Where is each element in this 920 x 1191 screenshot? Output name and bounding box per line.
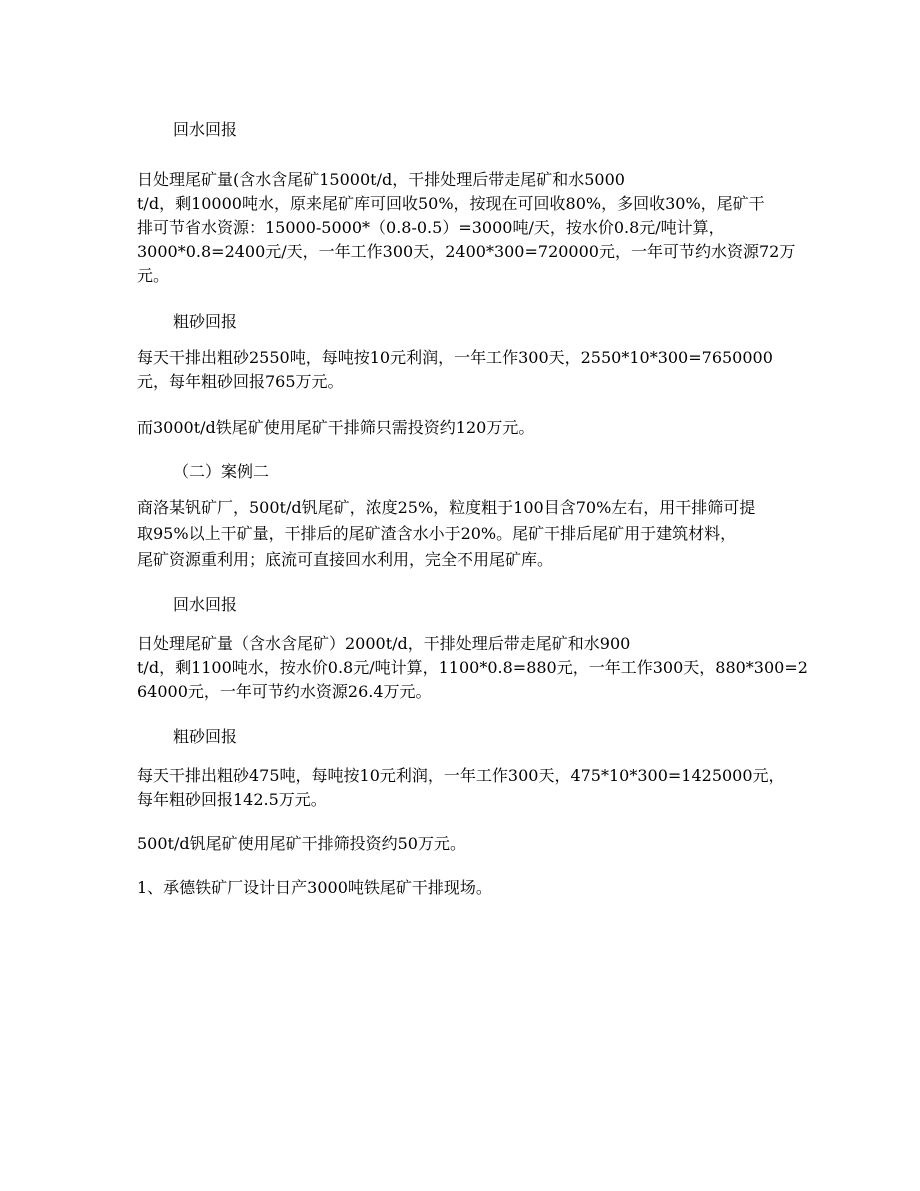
paragraph-line: 尾矿资源重利用；底流可直接回水利用，完全不用尾矿库。 <box>137 550 554 569</box>
paragraph-line: 元。 <box>137 266 170 285</box>
paragraph-line: 而3000t/d铁尾矿使用尾矿干排筛只需投资约120万元。 <box>137 418 535 437</box>
paragraph-line: t/d，剩1100吨水，按水价0.8元/吨计算，1100*0.8=880元，一年工作300天，880*300=2 <box>137 658 808 677</box>
paragraph-line: 日处理尾矿量（含水含尾矿）2000t/d，干排处理后带走尾矿和水900 <box>137 634 631 653</box>
paragraph-line: 500t/d钒尾矿使用尾矿干排筛投资约50万元。 <box>137 834 466 853</box>
paragraph-line: 排可节省水资源：15000-5000*（0.8-0.5）=3000吨/天，按水价0.8元/吨计算， <box>137 218 725 237</box>
paragraph-line: 每年粗砂回报142.5万元。 <box>137 790 327 809</box>
paragraph-line: 3000*0.8=2400元/天，一年工作300天，2400*300=720000元，一年可节约水资源72万 <box>137 242 796 261</box>
paragraph-line: 日处理尾矿量(含水含尾矿15000t/d，干排处理后带走尾矿和水5000 <box>137 170 625 189</box>
section-heading: 粗砂回报 <box>173 727 238 746</box>
paragraph-line: 64000元，一年可节约水资源26.4万元。 <box>137 682 432 701</box>
paragraph-line: 元，每年粗砂回报765万元。 <box>137 372 344 391</box>
paragraph-line: 取95%以上干矿量，干排后的尾矿渣含水小于20%。尾矿干排后尾矿用于建筑材料， <box>137 524 737 543</box>
section-heading: 回水回报 <box>173 120 238 139</box>
section-heading: 回水回报 <box>173 595 238 614</box>
paragraph-line: t/d，剩10000吨水，原来尾矿库可回收50%，按现在可回收80%，多回收30%，尾矿干 <box>137 194 765 213</box>
paragraph-line: 每天干排出粗砂475吨，每吨按10元利润，一年工作300天，475*10*300=1425000元， <box>137 766 785 785</box>
section-heading: 粗砂回报 <box>173 312 238 331</box>
section-heading: （二）案例二 <box>173 462 270 481</box>
paragraph-line: 每天干排出粗砂2550吨，每吨按10元利润，一年工作300天，2550*10*300=7650000 <box>137 348 773 367</box>
paragraph-line: 商洛某钒矿厂，500t/d钒尾矿，浓度25%，粒度粗于100目含70%左右，用干排筛可提 <box>137 498 756 517</box>
paragraph-line: 1、承德铁矿厂设计日产3000吨铁尾矿干排现场。 <box>137 878 492 897</box>
